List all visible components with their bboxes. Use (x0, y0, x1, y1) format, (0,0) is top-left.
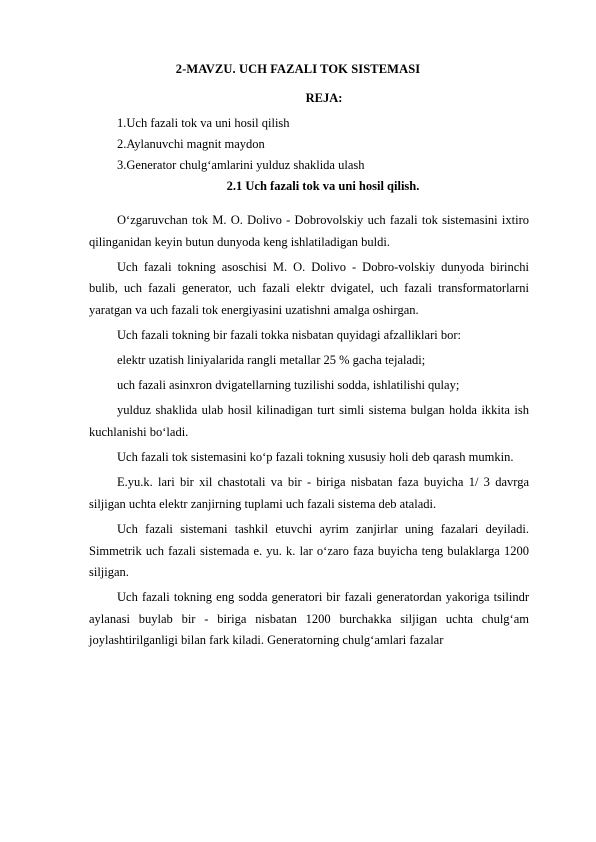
paragraph: E.yu.k. lari bir xil chastotali va bir - biriga nisbatan faza buyicha 1/ 3 davrga siljigan uchta elektr zanjirning tuplami uch fazali sistema deb ataladi. (89, 475, 529, 511)
plan-heading: REJA: (305, 91, 343, 105)
paragraph: yulduz shaklida ulab hosil kilinadigan turt simli sistema bulgan holda ikkita ish kuchlanishi bo‘ladi. (89, 403, 529, 439)
plan-list (117, 113, 365, 176)
paragraph: uch fazali asinxron dvigatellarning tuzilishi sodda, ishlatilishi qulay; (117, 378, 460, 393)
paragraph: Uch fazali tokning eng sodda generatori bir fazali generatordan yakoriga tsilindr aylanasi buylab bir - biriga nisbatan 1200 burchakka siljigan uchta chulg‘am joylashtirilganligi bilan fark kiladi. Generatorning chulg‘amlari fazalar (89, 590, 529, 648)
body-text (89, 210, 529, 655)
plan-item: 2.Aylanuvchi magnit maydon (117, 137, 265, 151)
paragraph: Uch fazali tokning asoschisi M. O. Dolivo - Dobro-volskiy dunyoda birinchi bulib, uch fazali generator, uch fazali elektr dvigatel, uch fazali transformatorlarni yaratgan va uch fazali tok energiyasini uzatishni amalga oshirgan. (89, 259, 529, 317)
plan-item: 3.Generator chulg‘amlarini yulduz shaklida ulash (117, 158, 365, 172)
paragraph: elektr uzatish liniyalarida rangli metallar 25 % gacha tejaladi; (117, 353, 426, 368)
plan-item: 1.Uch fazali tok va uni hosil qilish (117, 116, 290, 130)
page-title: 2-MAVZU. UCH FAZALI TOK SISTEMASI (175, 62, 421, 76)
paragraph: Uch fazali tokning bir fazali tokka nisbatan quyidagi afzalliklari bor: (117, 327, 461, 342)
paragraph: Uch fazali tok sistemasini ko‘p fazali tokning xususiy holi deb qarash mumkin. (117, 450, 514, 465)
paragraph: O‘zgaruvchan tok M. O. Dolivo - Dobrovolskiy uch fazali tok sistemasini ixtiro qilinganidan keyin butun dunyoda keng ishlatiladigan buldi. (89, 213, 529, 249)
paragraph: Uch fazali sistemani tashkil etuvchi ayrim zanjirlar uning fazalari deyiladi. Simmetrik uch fazali sistemada e. yu. k. lar o‘zaro faza buyicha teng bulaklarga 1200 siljigan. (89, 522, 529, 579)
section-title: 2.1 Uch fazali tok va uni hosil qilish. (226, 179, 420, 193)
